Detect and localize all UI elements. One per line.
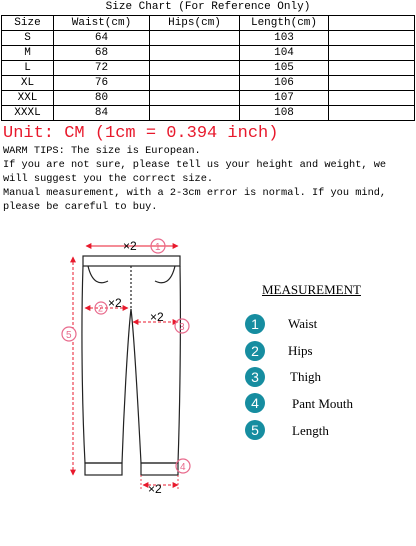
marker-4-label: 4 [180, 462, 186, 473]
cell-empty [329, 61, 415, 76]
cell-empty [329, 46, 415, 61]
left-cuff [85, 463, 122, 475]
cell-length: 104 [240, 46, 329, 61]
number-icon: 1 [245, 314, 265, 334]
warm-tips [3, 144, 415, 214]
legend-item-hips [245, 340, 265, 362]
cell-size: XXXL [2, 106, 54, 121]
cell-hips [150, 76, 240, 91]
unit-note: Unit: CM (1cm = 0.394 inch) [3, 124, 279, 143]
cell-length: 103 [240, 31, 329, 46]
legend-label-length: Length [292, 423, 329, 438]
table-row [2, 61, 415, 76]
cell-empty [329, 31, 415, 46]
size-chart-title: Size Chart (For Reference Only) [105, 1, 311, 13]
right-pocket [155, 266, 175, 283]
header-waist: Waist(cm) [54, 16, 150, 31]
cell-empty [329, 76, 415, 91]
legend-label-thigh: Thigh [290, 369, 322, 384]
thigh-x2: ×2 [150, 310, 164, 324]
waistband [83, 256, 180, 266]
cell-length: 105 [240, 61, 329, 76]
cell-size: M [2, 46, 54, 61]
cell-waist: 84 [54, 106, 150, 121]
table-row [2, 76, 415, 91]
marker-2-label: 2 [98, 303, 104, 314]
cell-waist: 76 [54, 76, 150, 91]
cell-empty [329, 91, 415, 106]
header-empty [329, 16, 415, 31]
cell-waist: 64 [54, 31, 150, 46]
table-row [2, 91, 415, 106]
table-row [2, 106, 415, 121]
table-header-row [2, 16, 415, 31]
hips-x2: ×2 [108, 296, 122, 310]
right-cuff [141, 463, 178, 475]
tip-line: If you are not sure, please tell us your height and weight, we will suggest you the correct size. [3, 159, 387, 185]
table-row [2, 46, 415, 61]
header-size: Size [2, 16, 54, 31]
legend-label-hips: Hips [288, 343, 313, 358]
size-table [1, 15, 415, 121]
measurement-title: MEASUREMENT [262, 282, 361, 297]
cell-hips [150, 106, 240, 121]
legend-item-pant-mouth [245, 392, 265, 414]
cell-size: L [2, 61, 54, 76]
number-icon: 2 [245, 341, 265, 361]
cell-hips [150, 46, 240, 61]
number-icon: 4 [245, 393, 265, 413]
cell-size: S [2, 31, 54, 46]
waist-x2: ×2 [123, 239, 137, 253]
cell-length: 107 [240, 91, 329, 106]
legend-item-length [245, 419, 265, 441]
marker-1-label: 1 [155, 242, 161, 253]
legend-label-pant-mouth: Pant Mouth [292, 396, 354, 411]
tip-line: Manual measurement, with a 2-3cm error is normal. If you mind, please be careful to buy. [3, 187, 387, 213]
number-icon: 5 [245, 420, 265, 440]
cell-waist: 80 [54, 91, 150, 106]
legend-item-waist [245, 313, 265, 335]
legend-label-waist: Waist [288, 316, 318, 331]
left-pocket [88, 266, 108, 283]
marker-3-label: 3 [179, 322, 185, 333]
cell-length: 108 [240, 106, 329, 121]
tip-line: WARM TIPS: The size is European. [3, 145, 201, 157]
cell-hips [150, 31, 240, 46]
header-length: Length(cm) [240, 16, 329, 31]
cell-hips [150, 91, 240, 106]
cell-length: 106 [240, 76, 329, 91]
number-icon: 3 [245, 367, 265, 387]
header-hips: Hips(cm) [150, 16, 240, 31]
marker-5-label: 5 [66, 330, 72, 341]
pants-outline [82, 256, 180, 475]
legend-item-thigh [245, 366, 265, 388]
cell-hips [150, 61, 240, 76]
cell-waist: 68 [54, 46, 150, 61]
cell-size: XL [2, 76, 54, 91]
cell-waist: 72 [54, 61, 150, 76]
cell-size: XXL [2, 91, 54, 106]
pant-mouth-x2: ×2 [148, 482, 162, 496]
pants-diagram [0, 225, 240, 505]
cell-empty [329, 106, 415, 121]
table-row [2, 31, 415, 46]
